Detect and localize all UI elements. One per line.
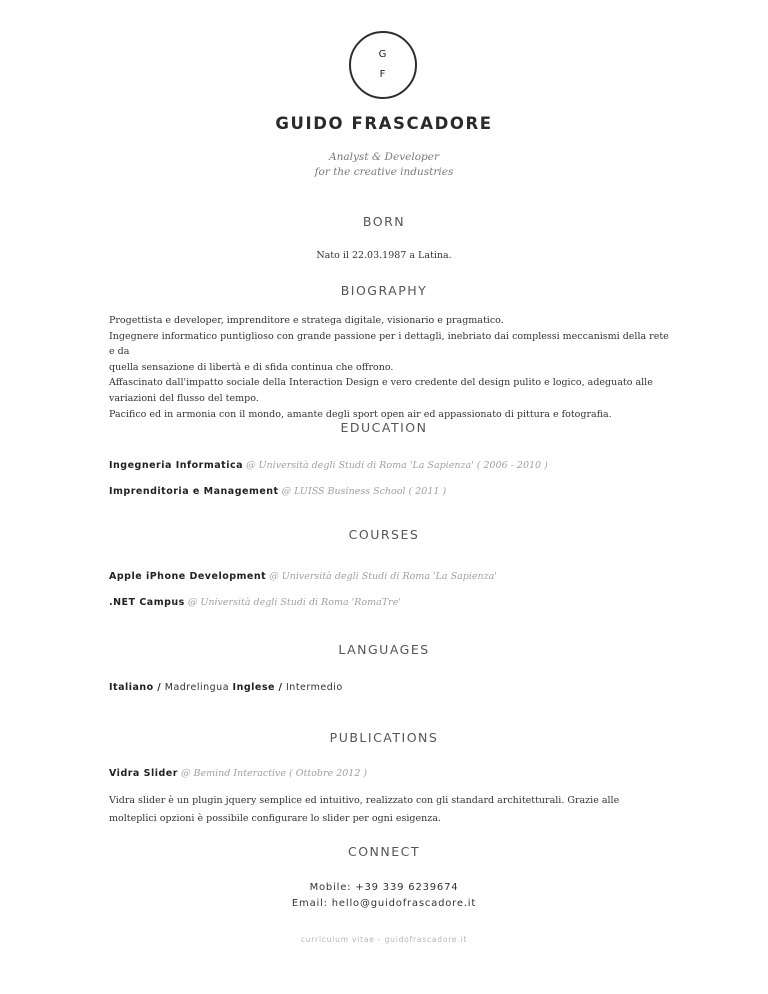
languages-line [109,682,343,693]
language-separator: / [278,682,283,693]
logo-letter-f: F [379,69,387,80]
language-name: Inglese [232,682,275,693]
language-name: Italiano [109,682,154,693]
language-separator: / [157,682,162,693]
section-title-courses: COURSES [348,527,420,542]
section-title-connect: CONNECT [347,844,421,859]
person-name: GUIDO FRASCADORE [275,114,493,133]
education-degree: Ingegneria Informatica [109,460,243,471]
education-institution: @ Università degli Studi di Roma 'La Sapienza' ( 2006 - 2010 ) [246,460,548,471]
tagline [0,150,768,180]
section-title-born: BORN [362,214,406,229]
course-name: .NET Campus [109,597,185,608]
born-text: Nato il 22.03.1987 a Latina. [316,250,452,261]
course-institution: @ Università degli Studi di Roma 'La Sapienza' [269,571,497,582]
course-name: Apple iPhone Development [109,571,267,582]
section-title-publications: PUBLICATIONS [329,730,439,745]
course-item [109,571,669,582]
tagline-line-1: Analyst & Developer [329,151,439,163]
publication-item [109,768,669,779]
biography-line: Pacifico ed in armonia con il mondo, amante degli sport open air ed appassionato di pittura e fotografia. [109,408,612,420]
education-institution: @ LUISS Business School ( 2011 ) [281,486,447,497]
language-level: Intermedio [286,682,343,693]
section-title-biography: BIOGRAPHY [340,283,428,298]
footer-text: curriculum vitae - guidofrascadore.it [300,935,468,944]
biography-line: Ingegnere informatico puntiglioso con grande passione per i dettagli, inebriato dai complessi meccanismi della rete e da [109,330,669,358]
publication-description: Vidra slider è un plugin jquery semplice ed intuitivo, realizzato con gli standard architetturali. Grazie alle molteplici opzioni è possibile configurare lo slider per ogni esigenza. [109,795,620,824]
tagline-line-2: for the creative industries [314,166,454,178]
course-item [109,597,669,608]
language-level: Madrelingua [164,682,230,693]
biography-line: Progettista e developer, imprenditore e stratega digitale, visionario e pragmatico. [109,315,504,326]
education-degree: Imprenditoria e Management [109,486,279,497]
publication-publisher: @ Bemind Interactive ( Ottobre 2012 ) [180,768,368,779]
education-item [109,486,669,497]
biography-line: Affascinato dall'impatto sociale della Interaction Design e vero credente del design pulito e logico, adeguato alle [109,377,653,389]
publication-name: Vidra Slider [109,768,178,779]
logo-letter-g: G [378,49,388,60]
section-title-education: EDUCATION [340,420,428,435]
education-item [109,460,669,471]
contact-email[interactable]: Email: hello@guidofrascadore.it [291,898,477,909]
course-institution: @ Università degli Studi di Roma 'RomaTre' [187,597,401,608]
biography-line: quella sensazione di libertà e di sfida continua che offrono. [109,361,394,373]
biography-line: variazioni del flusso del tempo. [109,392,259,404]
section-title-languages: LANGUAGES [338,642,430,657]
contact-mobile[interactable]: Mobile: +39 339 6239674 [309,882,459,893]
monogram-logo [349,31,417,99]
biography-text [109,313,669,422]
